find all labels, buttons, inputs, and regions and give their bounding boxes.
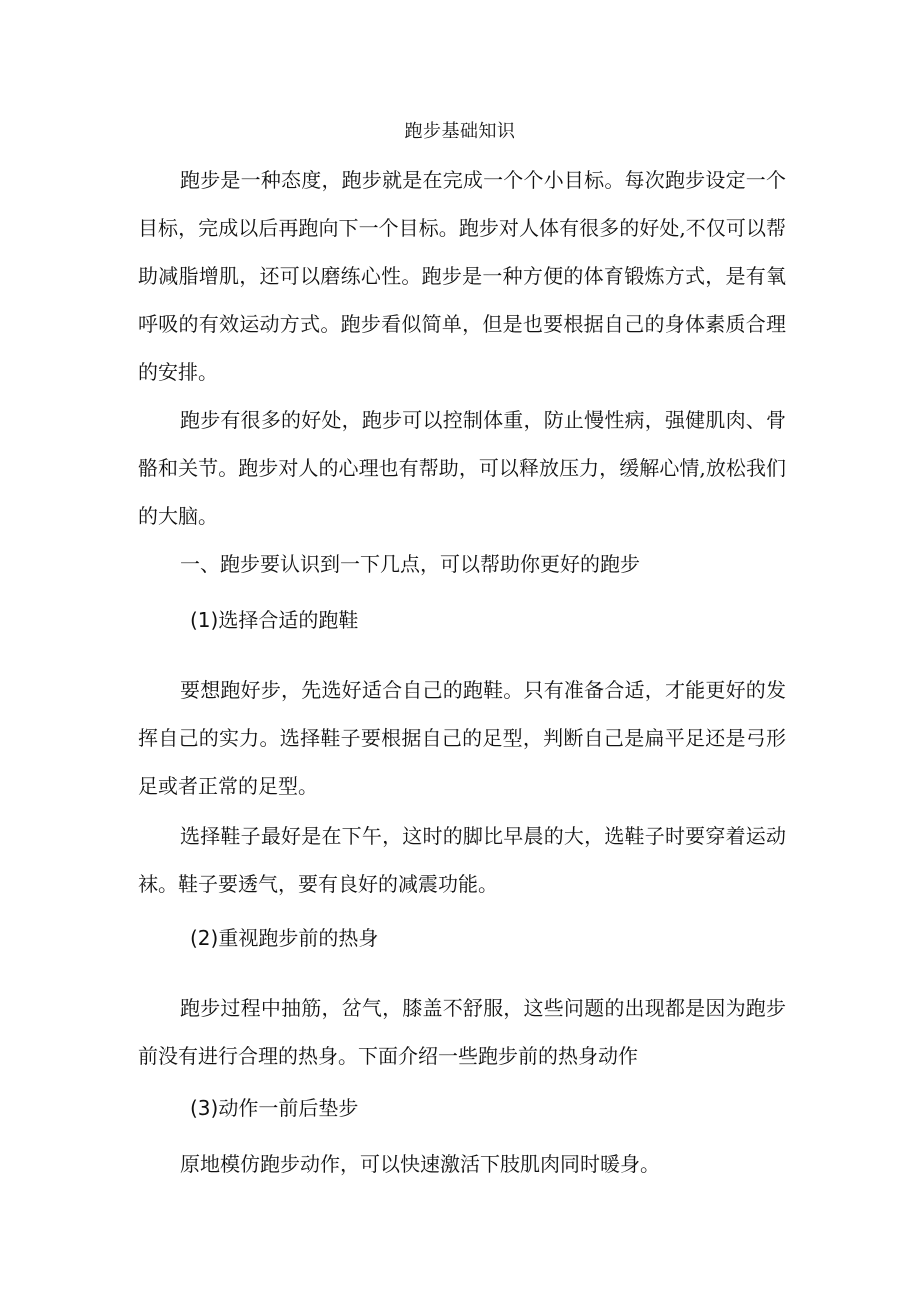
document-title: 跑步基础知识 [404,121,516,142]
subheading-text: 动作一前后垫步 [218,1096,359,1120]
subheading-text: 选择合适的跑鞋 [218,608,359,632]
paragraph-intro: 跑步是一种态度，跑步就是在完成一个个小目标。每次跑步设定一个目标，完成以后再跑向下一个目标。跑步对人体有很多的好处,不仅可以帮助减脂增肌，还可以磨练心性。跑步是一种方便的体育锻炼方式，是有氧呼吸的有效运动方式。跑步看似简单，但是也要根据自己的身体素质合理的安排。 [138,168,786,384]
paragraph-shoes-1: 要想跑好步，先选好适合自己的跑鞋。只有准备合适，才能更好的发挥自己的实力。选择鞋子要根据自己的足型，判断自己是扁平足还是弓形足或者正常的足型。 [138,678,786,798]
subheading-text: 重视跑步前的热身 [218,926,379,950]
subheading-warmup [190,922,378,954]
paragraph-warmup: 跑步过程中抽筋，岔气，膝盖不舒服，这些问题的出现都是因为跑步前没有进行合理的热身。下面介绍一些跑步前的热身动作 [138,996,786,1068]
subheading-step-exercise [190,1092,358,1124]
paragraph-shoes-2: 选择鞋子最好是在下午，这时的脚比早晨的大，选鞋子时要穿着运动袜。鞋子要透气，要有良好的减震功能。 [138,824,786,896]
subheading-number: (1) [190,608,219,632]
subheading-number: (3) [190,1096,219,1120]
subheading-running-shoes [190,604,358,636]
section-heading-1: 一、跑步要认识到一下几点，可以帮助你更好的跑步 [180,552,640,576]
paragraph-benefits: 跑步有很多的好处，跑步可以控制体重，防止慢性病，强健肌肉、骨骼和关节。跑步对人的心理也有帮助，可以释放压力，缓解心情,放松我们的大脑。 [138,408,786,528]
subheading-number: (2) [190,926,219,950]
paragraph-step-exercise: 原地模仿跑步动作，可以快速激活下肢肌肉同时暖身。 [180,1152,660,1176]
